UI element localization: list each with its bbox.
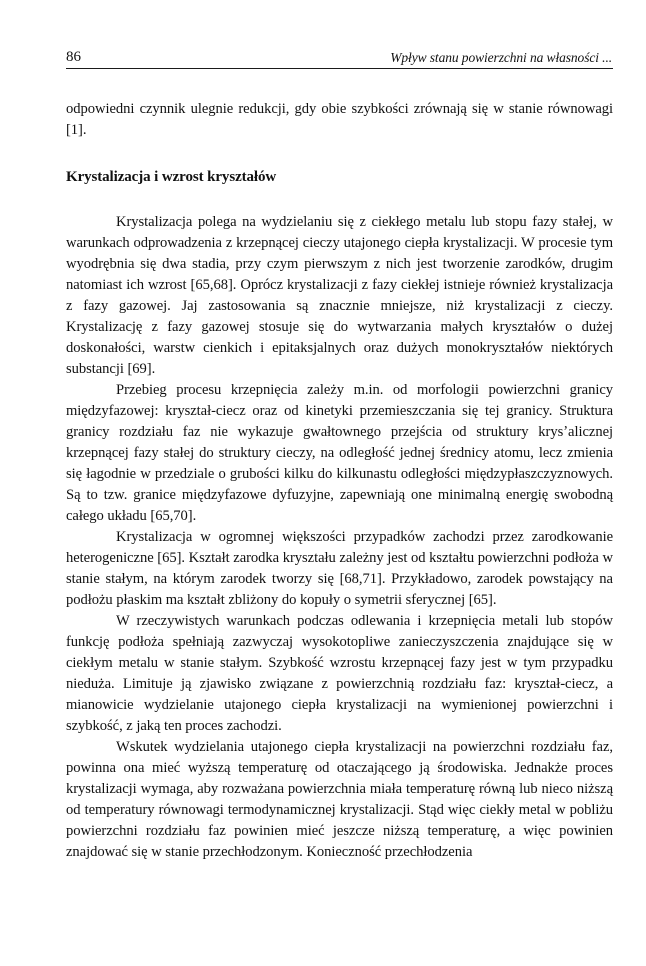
paragraph: Krystalizacja polega na wydzielaniu się z ciekłego metalu lub stopu fazy stałej, w warunkach odprowadzenia z krzepnącej cieczy utajonego ciepła krystalizacji. W procesie tym wyodrębnia się dwa stadia, przy czym pierwszym z nich jest tworzenie zarodków, drugim natomiast ich wzrost [65,68]. Oprócz krystalizacji z fazy ciekłej istnieje również krystalizacja z fazy gazowej. Jaj zastosowania są znacznie mniejsze, niż krystalizacji z cieczy. Krystalizację z fazy gazowej stosuje się do wytwarzania małych kryształów o dużej doskonałości, warstw cienkich i epitaksjalnych oraz dużych monokryształów niektórych substancji [69]. bbox=[66, 214, 613, 377]
page-body bbox=[66, 99, 613, 863]
paragraph: Wskutek wydzielania utajonego ciepła krystalizacji na powierzchni rozdziału faz, powinna ona mieć wyższą temperaturę od otaczającego ją środowiska. Jednakże proces krystalizacji wymaga, aby rozważana powierzchnia miała temperaturę równą lub nieco niższą od temperatury równowagi termodynamicznej krystalizacji. Stąd więc ciekły metal w pobliżu powierzchni rozdziału faz powinien mieć jeszcze niższą temperaturę, a więc powinien znajdować się w stanie przechłodzonym. Konieczność przechłodzenia bbox=[66, 739, 613, 860]
page-number: 86 bbox=[66, 49, 81, 65]
running-title: Wpływ stanu powierzchni na własności ... bbox=[390, 50, 612, 65]
paragraph: W rzeczywistych warunkach podczas odlewania i krzepnięcia metali lub stopów funkcję podłoża spełniają zazwyczaj wysokotopliwe zanieczyszczenia znajdujące się w ciekłym metalu w stanie stałym. Szybkość wzrostu krzepnącej fazy jest w tym przypadku nieduża. Limituje ją zjawisko związane z powierzchnią rozdziału faz: kryształ-ciecz, a mianowicie wydzielanie utajonego ciepła krystalizacji na wymienionej powierzchni i szybkość, z jaką ten proces zachodzi. bbox=[66, 613, 613, 734]
paragraph: Krystalizacja w ogromnej większości przypadków zachodzi przez zarodkowanie heterogeniczne [65]. Kształt zarodka kryształu zależny jest od kształtu powierzchni podłoża w stanie stałym, na którym zarodek tworzy się [68,71]. Przykładowo, zarodek powstający na podłożu płaskim ma kształt zbliżony do kopuły o symetrii sferycznej [65]. bbox=[66, 529, 613, 608]
page-header bbox=[66, 46, 613, 69]
section-heading: Krystalizacja i wzrost kryształów bbox=[66, 169, 277, 185]
paragraph: Przebieg procesu krzepnięcia zależy m.in. od morfologii powierzchni granicy międzyfazowej: kryształ-ciecz oraz od kinetyki przemieszczania się tej granicy. Struktura granicy rozdziału faz nie wykazuje gwałtownego przejścia od struktury krysʼalicznej krzepnącej fazy stałej do struktury cieczy, na odległość jednej średnicy atomu, lecz zmienia się łagodnie w przedziale o grubości kilku do kilkunastu odległości międzypłaszczyznowych. Są to tzw. granice międzyfazowe dyfuzyjne, zapewniają one minimalną energię swobodną całego układu [65,70]. bbox=[66, 382, 613, 524]
intro-paragraph: odpowiedni czynnik ulegnie redukcji, gdy obie szybkości zrównają się w stanie równowagi [1]. bbox=[66, 101, 613, 138]
